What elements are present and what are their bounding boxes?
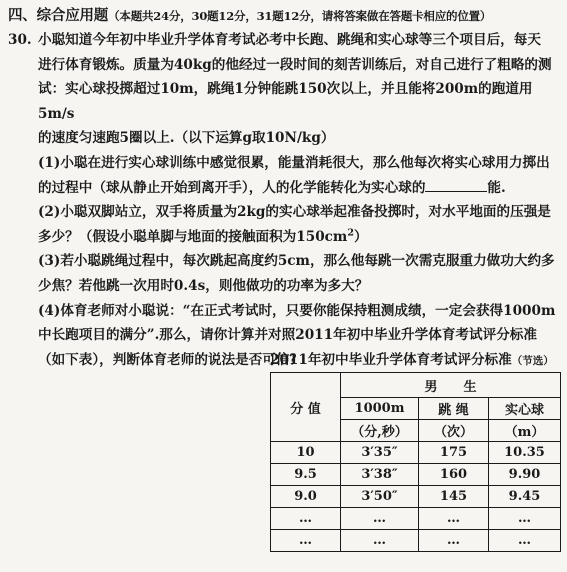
part1-line-2: 的过程中（球从静止开始到离开手），人的化学能转化为实心球的 能. — [38, 179, 506, 196]
answer-blank[interactable] — [425, 178, 487, 192]
question-number: 30. — [8, 32, 32, 48]
column-header: 1000m — [341, 398, 419, 420]
table-row: 9.0 3′50″ 145 9.45 — [271, 486, 561, 508]
part2-line-2: 多少？（假设小聪单脚与地面的接触面积为$150cm^2$） — [38, 227, 368, 245]
stem-line-2: 进行体育锻炼。质量为40kg的他经过一段时间的刻苦训练后，对自己进行了粗略的测 — [38, 56, 552, 73]
part4-line-1: (4)体育老师对小聪说：“在正式考试时，只要你能保持粗测成绩，一定会获得1000m — [38, 302, 556, 319]
table-header-row — [271, 373, 561, 398]
column-unit: （m） — [489, 420, 561, 442]
section-heading — [8, 4, 564, 25]
stem-line-3: 试：实心球投掷超过10m，跳绳1分钟能跳150次以上，并且能将200m的跑道用5m/s — [38, 81, 533, 122]
table-caption: 2011年初中毕业升学体育考试评分标准（节选） — [270, 352, 554, 368]
table-row: … … … … — [271, 530, 561, 552]
part1-line-1: (1)小聪在进行实心球训练中感觉很累，能量消耗很大，那么他每次将实心球用力掷出 — [38, 154, 550, 171]
table-row: 10 3′35″ 175 10.35 — [271, 442, 561, 464]
column-unit: （分,秒） — [341, 420, 419, 442]
group-header: 男 生 — [341, 373, 561, 398]
column-header: 实心球 — [489, 398, 561, 420]
part4-line-3: （如下表），判断体育老师的说法是否可信？ — [38, 351, 304, 368]
column-unit: （次） — [419, 420, 489, 442]
scoring-table — [270, 372, 561, 552]
score-header: 分 值 — [271, 373, 341, 442]
table-row: … … … … — [271, 508, 561, 530]
table-row: 9.5 3′38″ 160 9.90 — [271, 464, 561, 486]
part3-line-2: 少焦？若他跳一次用时0.4s，则他做功的功率为多大？ — [38, 277, 369, 294]
column-header: 跳 绳 — [419, 398, 489, 420]
section-title: 四、综合应用题 — [8, 7, 109, 24]
stem-line-1: 30. 小聪知道今年初中毕业升学体育考试必考中长跑、跳绳和实心球等三个项目后，每天 — [8, 28, 560, 53]
part2-line-1: (2)小聪双脚站立，双手将质量为2kg的实心球举起准备投掷时，对水平地面的压强是 — [38, 204, 551, 221]
question-30 — [8, 28, 560, 372]
stem-line-4: 的速度匀速跑5圈以上.（以下运算g取10N/kg） — [38, 130, 335, 147]
part4-line-2: 中长跑项目的满分”.那么，请你计算并对照2011年初中毕业升学体育考试评分标准 — [38, 327, 537, 344]
section-note: （本题共24分，30题12分，31题12分，请将答案做在答题卡相应的位置） — [108, 9, 492, 23]
part3-line-1: (3)若小聪跳绳过程中，每次跳起高度约5cm，那么他每跳一次需克服重力做功大约多 — [38, 253, 555, 270]
